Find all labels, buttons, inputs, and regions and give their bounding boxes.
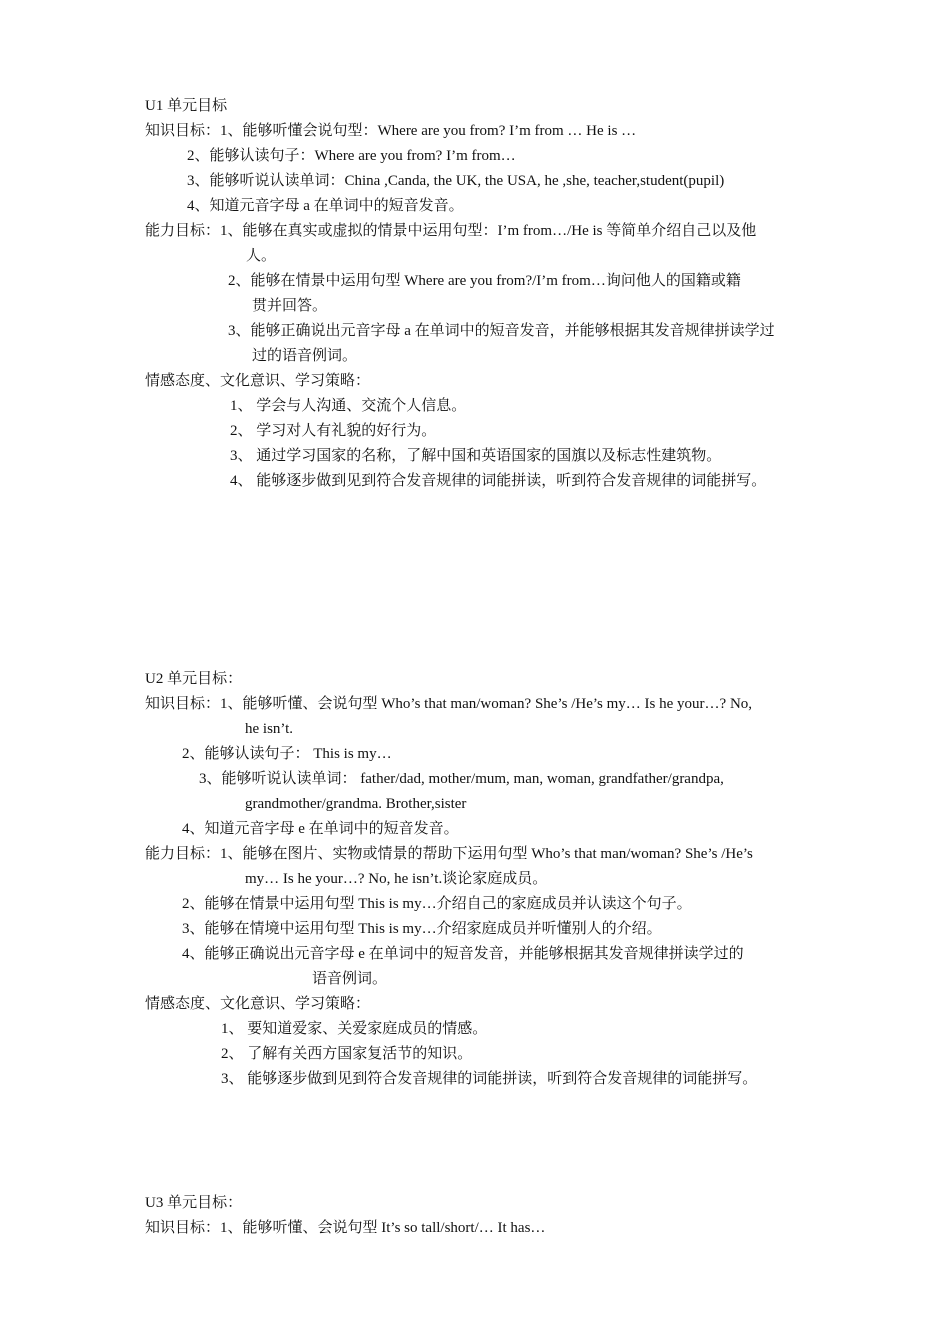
u2-knowledge-3: 3、能够听说认读单词： father/dad, mother/mum, man, woman, grandfather/grandpa, [199, 771, 724, 787]
u1-emotion-title: 情感态度、文化意识、学习策略： [145, 373, 371, 389]
u1-emotion-1: 1、 学会与人沟通、交流个人信息。 [230, 398, 467, 414]
u2-emotion-title: 情感态度、文化意识、学习策略： [145, 996, 371, 1012]
u2-ability-4-cont: 语音例词。 [312, 971, 388, 987]
u2-emotion-2: 2、 了解有关西方国家复活节的知识。 [221, 1046, 473, 1062]
u2-knowledge-4: 4、知道元音字母 e 在单词中的短音发音。 [182, 821, 459, 837]
u3-knowledge-1: 知识目标：1、能够听懂、会说句型 It’s so tall/short/… It has… [145, 1220, 546, 1236]
u2-ability-1: 能力目标：1、能够在图片、实物或情景的帮助下运用句型 Who’s that man/woman? She’s /He’s [145, 846, 753, 862]
u2-ability-3: 3、能够在情境中运用句型 This is my…介绍家庭成员并听懂别人的介绍。 [182, 921, 662, 937]
u1-ability-3-cont: 过的语音例词。 [252, 348, 358, 364]
u1-emotion-4: 4、 能够逐步做到见到符合发音规律的词能拼读，听到符合发音规律的词能拼写。 [230, 473, 767, 489]
u2-knowledge-3-cont: grandmother/grandma. Brother,sister [245, 796, 467, 812]
u1-emotion-3: 3、 通过学习国家的名称，了解中国和英语国家的国旗以及标志性建筑物。 [230, 448, 722, 464]
u2-knowledge-1-cont: he isn’t. [245, 721, 294, 737]
u3-title: U3 单元目标： [145, 1195, 243, 1211]
u1-knowledge-2: 2、能够认读句子：Where are you from? I’m from… [187, 148, 516, 164]
u2-knowledge-1: 知识目标：1、能够听懂、会说句型 Who’s that man/woman? She’s /He’s my… Is he your…? No, [145, 696, 753, 712]
u1-ability-1: 能力目标：1、能够在真实或虚拟的情景中运用句型：I’m from…/He is 等简单介绍自己以及他 [145, 223, 757, 239]
u1-ability-3: 3、能够正确说出元音字母 a 在单词中的短音发音，并能够根据其发音规律拼读学过 [228, 323, 775, 339]
u2-title: U2 单元目标： [145, 671, 243, 687]
u2-knowledge-2: 2、能够认读句子： This is my… [182, 746, 392, 762]
u1-ability-2-cont: 贯并回答。 [252, 298, 328, 314]
u1-ability-2: 2、能够在情景中运用句型 Where are you from?/I’m from…询问他人的国籍或籍 [228, 273, 741, 289]
u2-emotion-3: 3、 能够逐步做到见到符合发音规律的词能拼读，听到符合发音规律的词能拼写。 [221, 1071, 758, 1087]
u1-title: U1 单元目标 [145, 98, 228, 114]
u1-knowledge-4: 4、知道元音字母 a 在单词中的短音发音。 [187, 198, 464, 214]
u2-emotion-1: 1、 要知道爱家、关爱家庭成员的情感。 [221, 1021, 488, 1037]
u2-ability-1-cont: my… Is he your…? No, he isn’t.谈论家庭成员。 [245, 871, 548, 887]
u2-ability-2: 2、能够在情景中运用句型 This is my…介绍自己的家庭成员并认读这个句子。 [182, 896, 692, 912]
u2-ability-4: 4、能够正确说出元音字母 e 在单词中的短音发音，并能够根据其发音规律拼读学过的 [182, 946, 744, 962]
u1-emotion-2: 2、 学习对人有礼貌的好行为。 [230, 423, 437, 439]
u1-knowledge-1: 知识目标：1、能够听懂会说句型：Where are you from? I’m from … He is … [145, 123, 637, 139]
u1-knowledge-3: 3、能够听说认读单词：China ,Canda, the UK, the USA, he ,she, teacher,student(pupil) [187, 173, 725, 189]
u1-ability-1-cont: 人。 [246, 248, 277, 264]
